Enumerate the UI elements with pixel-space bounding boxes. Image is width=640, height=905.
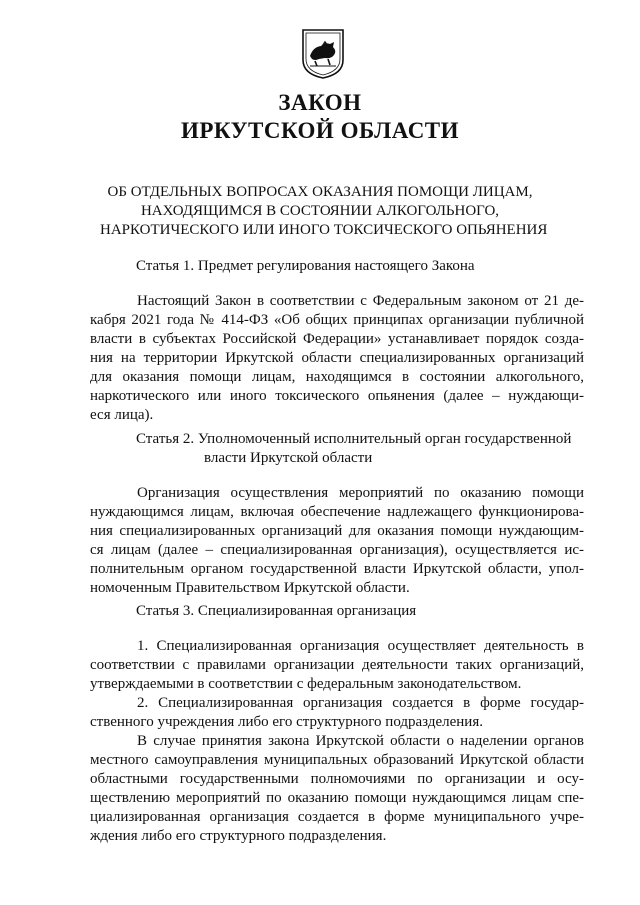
- text-line: ния на территории Иркутской области специализированных организаций: [90, 350, 584, 366]
- text-line: Организация осуществления мероприятий по оказанию помощи: [137, 485, 584, 501]
- article2-body: [90, 484, 584, 598]
- text-line: власти в субъектах Российской Федерации» устанавливает порядок созда-: [90, 331, 584, 347]
- text-line: для оказания помощи лицам, находящимся в состоянии алкогольного,: [90, 369, 584, 385]
- article1-heading: Статья 1. Предмет регулирования настоящего Закона: [136, 258, 475, 274]
- text-line: еся лица).: [90, 407, 154, 423]
- text-line: ществлению мероприятий по оказанию помощи нуждающимся лицам спе-: [90, 790, 584, 806]
- text-line: ждения либо его структурного подразделения.: [90, 828, 387, 844]
- article3-heading: Статья 3. Специализированная организация: [136, 603, 417, 619]
- subtitle-line: НАРКОТИЧЕСКОГО ИЛИ ИНОГО ТОКСИЧЕСКОГО ОПЬЯНЕНИЯ: [100, 222, 548, 238]
- text-line: циализированная организация создается в форме муниципального учре-: [90, 809, 584, 825]
- text-line: полнительным органом государственной власти Иркутской области, упол-: [90, 561, 584, 577]
- text-line: наркотического или иного токсического опьянения (далее – нуждающи-: [90, 388, 584, 404]
- text-line: областными государственными полномочиями по организации и осу-: [90, 771, 584, 787]
- text-line: ственного учреждения либо его структурного подразделения.: [90, 714, 483, 730]
- text-line: ся лицам (далее – специализированная организация), осуществляется ис-: [90, 542, 584, 558]
- text-line: утверждаемыми в соответствии с федеральным законодательством.: [90, 676, 522, 692]
- document-title-line1: ЗАКОН: [278, 90, 362, 115]
- article1-body: [90, 292, 584, 425]
- article2-heading-line1: Статья 2. Уполномоченный исполнительный орган государственной: [136, 431, 572, 447]
- text-line: ния специализированных организаций для оказания помощи нуждающим-: [90, 523, 584, 539]
- subtitle-line: НАХОДЯЩИМСЯ В СОСТОЯНИИ АЛКОГОЛЬНОГО,: [140, 203, 500, 219]
- subtitle-line: ОБ ОТДЕЛЬНЫХ ВОПРОСАХ ОКАЗАНИЯ ПОМОЩИ ЛИЦАМ,: [107, 184, 533, 200]
- text-line: соответствии с правилами организации деятельности таких организаций,: [90, 657, 584, 673]
- coat-of-arms-icon: [301, 28, 345, 80]
- document-title-line2: ИРКУТСКОЙ ОБЛАСТИ: [180, 118, 460, 143]
- text-line: В случае принятия закона Иркутской области о наделении органов: [137, 733, 584, 749]
- text-line: номоченным Правительством Иркутской области.: [90, 580, 410, 596]
- text-line: местного самоуправления муниципальных образований Иркутской области: [90, 752, 584, 768]
- text-line: нуждающимся лицам, включая обеспечение надлежащего функционирова-: [90, 504, 584, 520]
- article3-body: [90, 637, 584, 846]
- document-subtitle: [100, 183, 548, 240]
- text-line: 1. Специализированная организация осуществляет деятельность в: [137, 638, 584, 654]
- text-line: Настоящий Закон в соответствии с Федеральным законом от 21 де-: [137, 293, 584, 309]
- article2-heading-line2: власти Иркутской области: [204, 450, 373, 466]
- text-line: 2. Специализированная организация создается в форме государ-: [137, 695, 584, 711]
- text-line: кабря 2021 года № 414-ФЗ «Об общих принципах организации публичной: [90, 312, 584, 328]
